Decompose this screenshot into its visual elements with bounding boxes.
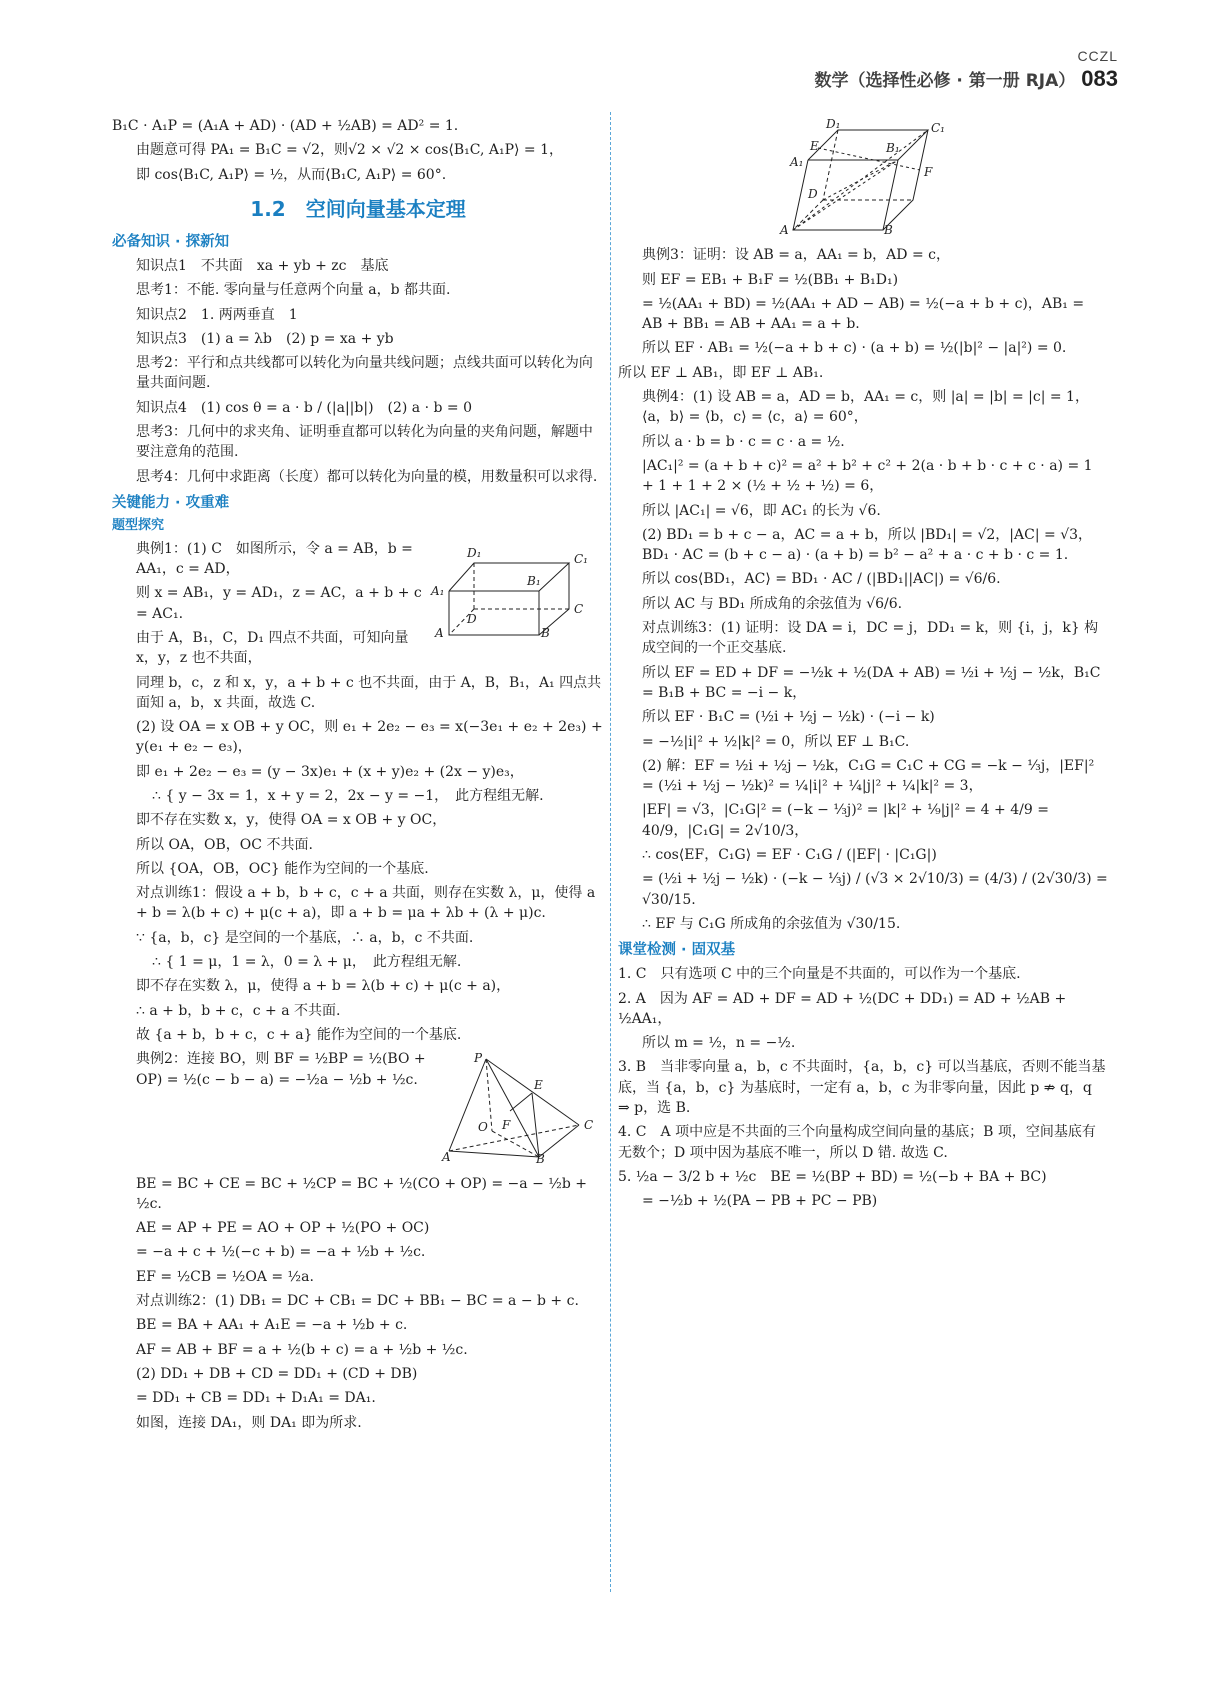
text-line: 即不存在实数 x，y，使得 OA = x OB + y OC， bbox=[136, 812, 447, 829]
text-line: 4. C A 项中应是不共面的三个向量构成空间向量的基底；B 项，空间基底有无数个；D 项中因为基底不唯一，所以 D 错. 故选 C. bbox=[618, 1124, 1096, 1161]
text-line: 同理 b，c，z 和 x，y，a + b + c 也不共面，由于 A，B，B₁，A₁ 四点共面知 a，b，x 共面，故选 C. bbox=[136, 674, 602, 711]
text-line: BE = BA + AA₁ + A₁E = −a + ½b + c. bbox=[136, 1317, 408, 1334]
text-line: 1. C 只有选项 C 中的三个向量是不共面的，可以作为一个基底. bbox=[618, 966, 1021, 983]
text-line: = ½(AA₁ + BD) = ½(AA₁ + AD − AB) = ½(−a + b + c)，AB₁ = AB + BB₁ = AB + AA₁ = a + b. bbox=[642, 295, 1085, 333]
label-B: B bbox=[884, 223, 893, 237]
text-line: ∴ cos⟨EF，C₁G⟩ = EF · C₁G / (|EF| · |C₁G|) bbox=[642, 847, 937, 864]
page-number: 083 bbox=[1081, 66, 1118, 91]
pyramid-figure bbox=[444, 1053, 604, 1169]
label-A: A bbox=[435, 625, 444, 640]
text-line: 2. A 因为 AF = AD + DF = AD + ½(DC + DD₁) = AD + ½AB + ½AA₁， bbox=[618, 990, 1067, 1027]
text-line: 即 e₁ + 2e₂ − e₃ = (y − 3x)e₁ + (x + y)e₂ + (2x − y)e₃， bbox=[136, 763, 524, 780]
label-P: P bbox=[474, 1051, 483, 1066]
label-C: C bbox=[584, 1118, 594, 1133]
label-D1: D₁ bbox=[826, 117, 841, 131]
label-D: D bbox=[467, 611, 477, 626]
text-line: = −½|i|² + ½|k|² = 0，所以 EF ⊥ B₁C. bbox=[642, 733, 910, 750]
text-line: 典例3：证明：设 AB = a，AA₁ = b，AD = c， bbox=[642, 247, 950, 264]
text-line: 知识点1 不共面 xa + yb + zc 基底 bbox=[136, 257, 389, 274]
header-line bbox=[814, 66, 1118, 92]
text-line: (2) 设 OA = x OB + y OC，则 e₁ + 2e₂ − e₃ = x(−3e₁ + e₂ + 2e₃) + y(e₁ + e₂ − e₃)， bbox=[136, 719, 603, 756]
text-line: 则 x = AB₁，y = AD₁，z = AC，a + b + c = AC₁. bbox=[136, 585, 422, 622]
text-line: 则 EF = EB₁ + B₁F = ½(BB₁ + B₁D₁) bbox=[642, 271, 899, 288]
page-header bbox=[814, 48, 1118, 92]
text-line: 思考1：不能. 零向量与任意两个向量 a，b 都共面. bbox=[136, 282, 451, 299]
text-line: EF = ½CB = ½OA = ½a. bbox=[136, 1268, 314, 1285]
label-D: D bbox=[808, 187, 818, 201]
text-line: |AC₁|² = (a + b + c)² = a² + b² + c² + 2(a · b + b · c + c · a) = 1 + 1 + 1 + 2 × (½ + ½ + ½) = 6， bbox=[642, 457, 1093, 495]
text-line: 所以 a · b = b · c = c · a = ½. bbox=[642, 433, 845, 450]
text-line: 典例1：(1) C 如图所示，令 a = AB，b = AA₁，c = AD， bbox=[136, 540, 413, 578]
text-line: 所以 EF ⊥ AB₁，即 EF ⊥ AB₁. bbox=[618, 364, 824, 381]
text-line: AE = AP + PE = AO + OP + ½(PO + OC) bbox=[136, 1220, 430, 1237]
text-line: 所以 AC 与 BD₁ 所成角的余弦值为 √6/6. bbox=[642, 595, 903, 612]
text-line: 即不存在实数 λ，μ，使得 a + b = λ(b + c) + μ(c + a)， bbox=[136, 978, 511, 995]
text-line: 所以 OA，OB，OC 不共面. bbox=[136, 836, 313, 853]
pyramid-diagram bbox=[442, 1051, 604, 1167]
label-B: B bbox=[536, 1152, 545, 1167]
text-line: 思考3：几何中的求夹角、证明垂直都可以转化为向量的夹角问题，解题中要注意角的范围. bbox=[136, 423, 593, 461]
text-line: 所以 EF = ED + DF = −½k + ½(DA + AB) = ½i + ½j − ½k，B₁C = B₁B + BC = −i − k， bbox=[642, 664, 1101, 701]
text-line: 5. ½a − 3/2 b + ½c BE = ½(BP + BD) = ½(−b + BA + BC) bbox=[618, 1168, 1047, 1185]
box-diagram bbox=[429, 543, 604, 638]
label-O: O bbox=[478, 1120, 488, 1135]
label-F: F bbox=[924, 165, 933, 179]
text-line: 所以 {OA，OB，OC} 能作为空间的一个基底. bbox=[136, 860, 429, 877]
text-line: (2) 解：EF = ½i + ½j − ½k，C₁G = C₁C + CG = −k − ⅓j，|EF|² = (½i + ½j − ½k)² = ¼|i|² + ¼|j|² + ¼|k|² = 3， bbox=[642, 757, 1095, 795]
left-column bbox=[112, 116, 604, 1437]
text-line: 典例4：(1) 设 AB = a，AD = b，AA₁ = c，则 |a| = |b| = |c| = 1，⟨a，b⟩ = ⟨b，c⟩ = ⟨c，a⟩ = 60°， bbox=[642, 389, 1089, 426]
text-line: ∴ a + b，b + c，c + a 不共面. bbox=[136, 1002, 341, 1019]
heading-key: 关键能力 · 攻重难 bbox=[112, 494, 230, 511]
book-title: 数学（选择性必修 · 第一册 RJA） bbox=[814, 71, 1076, 91]
label-B1: B₁ bbox=[527, 573, 541, 588]
label-C: C bbox=[574, 601, 584, 616]
text-line: 思考4：几何中求距离（长度）都可以转化为向量的模，用数量积可以求得. bbox=[136, 468, 598, 485]
heading-basic: 必备知识 · 探新知 bbox=[112, 233, 230, 250]
text-line: BE = BC + CE = BC + ½CP = BC + ½(CO + OP) = −a − ½b + ½c. bbox=[136, 1175, 587, 1212]
brand-mark: CCZL bbox=[1077, 48, 1118, 64]
text-line: B₁C · A₁P = (A₁A + AD) · (AD + ½AB) = AD² = 1. bbox=[112, 118, 459, 134]
text-line: 所以 EF · B₁C = (½i + ½j − ½k) · (−i − k) bbox=[642, 709, 935, 726]
column-divider bbox=[610, 112, 611, 1592]
text-line: 即 cos⟨B₁C, A₁P⟩ = ½，从而⟨B₁C, A₁P⟩ = 60°. bbox=[136, 166, 447, 183]
text-line: 典例2：连接 BO，则 BF = ½BP = ½(BO + OP) = ½(c − b − a) = −½a − ½b + ½c. bbox=[136, 1051, 426, 1088]
text-line: 由于 A，B₁，C，D₁ 四点不共面，可知向量 x，y，z 也不共面， bbox=[136, 629, 409, 667]
box-figure bbox=[429, 543, 604, 669]
right-column bbox=[618, 116, 1108, 1215]
heading-explore: 题型探究 bbox=[112, 517, 165, 533]
label-C1: C₁ bbox=[931, 121, 945, 135]
text-line: 由题意可得 PA₁ = B₁C = √2，则√2 × √2 × cos⟨B₁C, A₁P⟩ = 1， bbox=[136, 142, 563, 159]
label-C1: C₁ bbox=[574, 551, 588, 566]
text-line: 所以 |AC₁| = √6，即 AC₁ 的长为 √6. bbox=[642, 502, 881, 519]
text-line: |EF| = √3，|C₁G|² = (−k − ⅓j)² = |k|² + ⅑|j|² = 4 + 4/9 = 40/9，|C₁G| = 2√10/3， bbox=[642, 802, 1049, 839]
label-E: E bbox=[810, 139, 819, 153]
label-F: F bbox=[502, 1118, 511, 1133]
text-line: ∴ { y − 3x = 1，x + y = 2，2x − y = −1， 此方程组无解. bbox=[152, 788, 544, 804]
text-line: 知识点4 (1) cos θ = a · b / (|a||b|) (2) a · b = 0 bbox=[136, 399, 473, 416]
text-line: 对点训练2：(1) DB₁ = DC + CB₁ = DC + BB₁ − BC = a − b + c. bbox=[136, 1293, 579, 1310]
text-line: (2) DD₁ + DB + CD = DD₁ + (CD + DB) bbox=[136, 1365, 418, 1382]
text-line: 如图，连接 DA₁，则 DA₁ 即为所求. bbox=[136, 1414, 362, 1431]
prism-diagram bbox=[778, 117, 948, 237]
text-line: = −a + c + ½(−c + b) = −a + ½b + ½c. bbox=[136, 1244, 426, 1261]
text-line: = −½b + ½(PA − PB + PC − PB) bbox=[642, 1193, 878, 1210]
label-B1: B₁ bbox=[886, 141, 900, 155]
label-B: B bbox=[541, 625, 550, 640]
example1-block bbox=[112, 539, 604, 673]
text-line: AF = AB + BF = a + ½(b + c) = a + ½b + ½c. bbox=[136, 1341, 468, 1358]
prism-figure bbox=[618, 117, 1108, 241]
label-E: E bbox=[534, 1078, 543, 1093]
text-line: 3. B 当非零向量 a，b，c 不共面时，{a，b，c} 可以当基底，否则不能当基底，当 {a，b，c} 为基底时，一定有 a，b，c 为非零向量，因此 p ⇏ q，q ⇒ p，选 B. bbox=[618, 1059, 1106, 1116]
text-line: = DD₁ + CB = DD₁ + D₁A₁ = DA₁. bbox=[136, 1390, 376, 1407]
heading-check: 课堂检测 · 固双基 bbox=[618, 942, 736, 959]
text-line: ∴ { 1 = μ，1 = λ，0 = λ + μ， 此方程组无解. bbox=[152, 954, 462, 971]
section-title: 1.2 空间向量基本定理 bbox=[250, 196, 466, 221]
example2-block bbox=[112, 1049, 604, 1173]
text-line: 所以 EF · AB₁ = ½(−a + b + c) · (a + b) = ½(|b|² − |a|²) = 0. bbox=[642, 340, 1067, 357]
label-A1: A₁ bbox=[790, 155, 804, 169]
text-line: 故 {a + b，b + c，c + a} 能作为空间的一个基底. bbox=[136, 1026, 462, 1043]
text-line: 知识点2 1. 两两垂直 1 bbox=[136, 306, 298, 323]
label-A: A bbox=[442, 1150, 451, 1165]
text-line: (2) BD₁ = b + c − a，AC = a + b，所以 |BD₁| = √2，|AC| = √3，BD₁ · AC = (b + c − a) · (a + b) = b² − a² + a · c + b · c = 1. bbox=[642, 526, 1093, 564]
text-line: 思考2：平行和点共线都可以转化为向量共线问题；点线共面可以转化为向量共面问题. bbox=[136, 355, 593, 392]
text-line: 所以 m = ½，n = −½. bbox=[642, 1035, 796, 1052]
text-line: 对点训练3：(1) 证明：设 DA = i，DC = j，DD₁ = k，则 {i，j，k} 构成空间的一个正交基底. bbox=[642, 620, 1099, 657]
label-A1: A₁ bbox=[431, 583, 445, 598]
text-line: ∴ EF 与 C₁G 所成角的余弦值为 √30/15. bbox=[642, 915, 901, 932]
text-line: ∵ {a，b，c} 是空间的一个基底，∴ a，b，c 不共面. bbox=[136, 929, 474, 946]
label-D1: D₁ bbox=[467, 545, 482, 560]
text-line: 知识点3 (1) a = λb (2) p = xa + yb bbox=[136, 330, 394, 347]
text-line: 所以 cos⟨BD₁，AC⟩ = BD₁ · AC / (|BD₁||AC|) = √6/6. bbox=[642, 571, 1001, 588]
text-line: 对点训练1：假设 a + b，b + c，c + a 共面，则存在实数 λ，μ，使得 a + b = λ(b + c) + μ(c + a)，即 a + b = μa + λb + (λ + μ)c. bbox=[136, 885, 596, 922]
label-A: A bbox=[780, 223, 789, 237]
text-line: = (½i + ½j − ½k) · (−k − ⅓j) / (√3 × 2√10/3) = (4/3) / (2√30/3) = √30/15. bbox=[642, 871, 1108, 908]
